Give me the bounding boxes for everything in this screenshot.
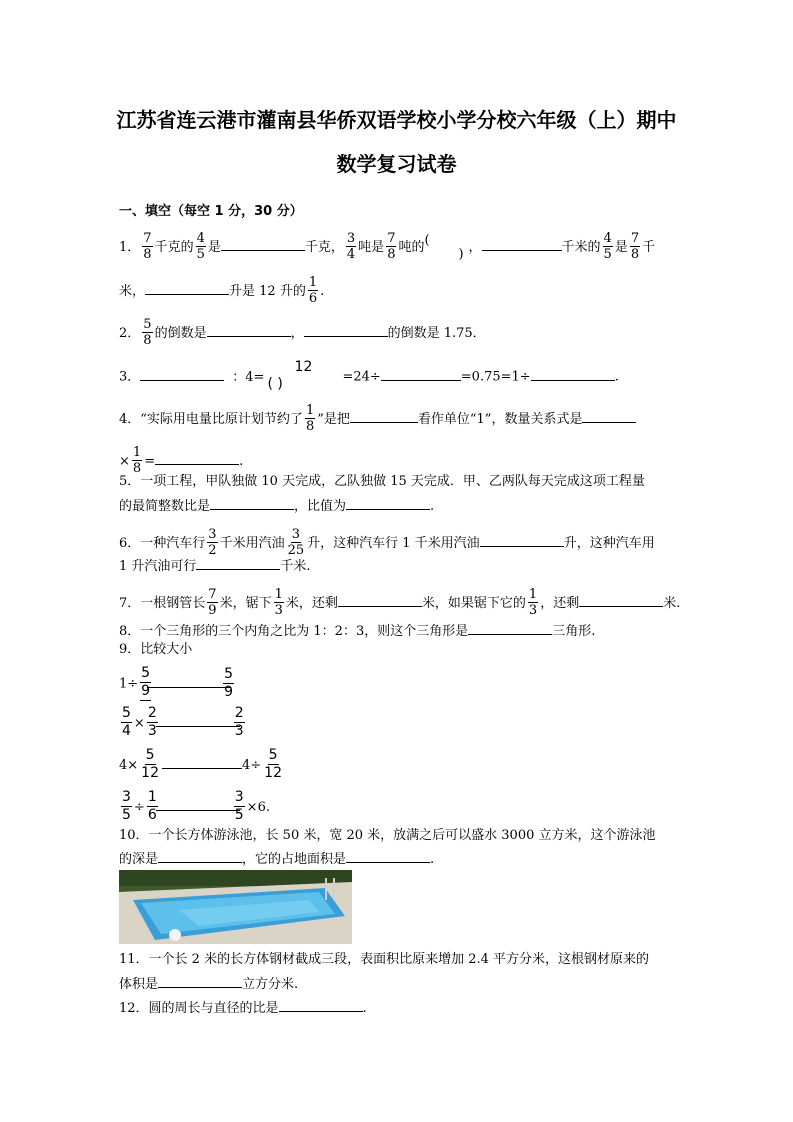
question-text: 6． <box>119 536 141 551</box>
fraction-part: ( <box>424 232 430 248</box>
fraction <box>274 587 284 618</box>
fraction-part: 9 <box>224 683 234 700</box>
question-8 <box>119 620 595 641</box>
fraction <box>223 666 234 701</box>
answer-blank[interactable] <box>156 796 240 811</box>
question-text: . <box>239 454 244 469</box>
fraction <box>132 445 142 476</box>
fraction-part: 5 <box>603 247 612 262</box>
question-text: 1． <box>119 240 141 255</box>
fraction-part: 4 <box>196 231 205 246</box>
fraction <box>266 359 340 393</box>
fraction-part: ) <box>458 246 464 262</box>
fraction-part: 1 <box>308 275 318 290</box>
fraction <box>234 705 245 740</box>
fraction-part: 8 <box>305 419 315 434</box>
fraction-part: 5 <box>196 247 205 262</box>
answer-blank[interactable] <box>158 848 242 863</box>
question-text: 3． <box>119 369 141 385</box>
question-text: 的深是 <box>119 852 159 867</box>
question-text: ， <box>290 326 304 341</box>
question-text: ”是把 <box>317 412 350 427</box>
question-2 <box>119 318 486 349</box>
question-10-line2 <box>119 848 434 869</box>
answer-blank[interactable] <box>162 754 242 769</box>
fraction-part: 1 <box>132 445 142 460</box>
question-text: 4÷ <box>242 758 262 773</box>
question-text: . <box>430 499 435 514</box>
question-text: 米， <box>119 284 146 299</box>
fraction <box>346 231 356 262</box>
fraction-part: 3 <box>528 603 538 618</box>
fraction-part: 3 <box>122 789 131 805</box>
fraction-part: 3 <box>234 723 244 739</box>
fraction-part: 2 <box>147 705 157 721</box>
question-text: 一根钢管长 <box>140 596 206 611</box>
fraction-part: ( ) <box>267 376 283 392</box>
question-1-line2 <box>119 276 324 307</box>
fraction-part: 7 <box>387 231 396 246</box>
fraction <box>287 527 306 558</box>
fraction-part: 4 <box>603 231 612 246</box>
answer-blank[interactable] <box>346 848 430 863</box>
compare-row-1 <box>119 666 236 702</box>
fraction-part: 8 <box>143 247 152 262</box>
answer-blank[interactable] <box>145 280 229 295</box>
question-10-line1: 10．一个长方体游泳池，长 50 米，宽 20 米，放满之后可以盛水 3000 立方米，这个游泳池 <box>119 828 656 843</box>
question-3 <box>119 360 619 394</box>
fraction <box>386 231 396 262</box>
question-text: . <box>362 1001 367 1016</box>
question-text: 千米的 <box>561 240 601 255</box>
doc-title-line1: 江苏省连云港市灌南县华侨双语学校小学分校六年级（上）期中 <box>116 108 677 132</box>
fraction <box>305 403 315 434</box>
question-text: 升，这种汽车用 <box>563 536 655 551</box>
answer-blank[interactable] <box>582 408 636 423</box>
section-heading: 一、填空（每空 1 分，30 分） <box>119 204 303 219</box>
question-text: 米，如果锯下它的 <box>421 596 526 611</box>
fraction-part: 1 <box>147 789 157 805</box>
doc-title-line2: 数学复习试卷 <box>336 152 457 176</box>
question-text: 升，这种汽车行 1 千米用汽油 <box>307 536 480 551</box>
answer-blank[interactable] <box>480 532 564 547</box>
question-text: 看作单位“1”，数量关系式是 <box>417 412 583 427</box>
question-text: ：4= <box>232 369 265 385</box>
question-text: 2． <box>119 326 141 341</box>
question-text: . <box>430 852 435 867</box>
question-text: 千 <box>642 240 656 255</box>
fraction-part: 12 <box>141 765 159 781</box>
question-text: 米，还剩 <box>285 596 338 611</box>
question-text: × <box>119 454 130 469</box>
answer-blank[interactable] <box>158 973 242 988</box>
question-text: 升是 12 升的 <box>229 284 306 299</box>
fraction <box>147 789 158 824</box>
fraction-part: 2 <box>234 705 244 721</box>
fraction <box>234 789 245 824</box>
question-text: 体积是 <box>119 977 159 992</box>
fraction-part: 8 <box>143 333 152 348</box>
fraction-part: 7 <box>143 231 152 246</box>
fraction-part: 5 <box>145 747 155 763</box>
fraction-part: 6 <box>308 291 318 306</box>
fraction-part: 1 <box>528 587 538 602</box>
fraction-part: 4 <box>122 723 131 739</box>
question-11-line2 <box>119 973 298 994</box>
answer-blank[interactable] <box>279 997 363 1012</box>
question-text: 米，锯下 <box>219 596 272 611</box>
fraction-part: 1 <box>274 587 283 602</box>
answer-blank[interactable] <box>196 555 280 570</box>
answer-blank[interactable] <box>210 495 294 510</box>
fraction-part: 7 <box>630 231 640 246</box>
answer-blank[interactable] <box>350 408 418 423</box>
answer-blank[interactable] <box>346 495 430 510</box>
fraction <box>528 587 538 618</box>
compare-row-3 <box>119 748 285 783</box>
question-text: 吨的 <box>398 240 425 255</box>
answer-blank[interactable] <box>207 322 291 337</box>
question-11-line1: 11．一个长 2 米的长方体钢材截成三段，表面积比原来增加 2.4 平方分米，这根钢材原来的 <box>119 952 650 967</box>
answer-blank[interactable] <box>579 592 663 607</box>
answer-blank[interactable] <box>482 236 562 251</box>
question-text: ，还剩 <box>540 596 580 611</box>
question-text: ， <box>468 240 482 255</box>
fraction <box>140 747 160 782</box>
fraction-part: 12 <box>264 765 282 781</box>
answer-blank[interactable] <box>468 620 552 635</box>
question-text: =0.75=1÷ <box>460 369 531 385</box>
question-text: 吨是 <box>358 240 385 255</box>
question-text: ，比值为 <box>294 499 347 514</box>
fraction-part: 3 <box>346 231 356 246</box>
answer-blank[interactable] <box>304 322 388 337</box>
answer-paren-fraction[interactable] <box>424 234 468 262</box>
answer-blank[interactable] <box>381 366 461 381</box>
question-1-line1 <box>119 232 655 263</box>
question-text: 一种汽车行 <box>140 536 206 551</box>
fraction-part: 8 <box>630 247 640 262</box>
fraction-part: 4 <box>346 247 356 262</box>
fraction <box>207 527 217 558</box>
question-text: ，它的占地面积是 <box>242 852 347 867</box>
fraction <box>308 275 318 306</box>
question-text: 4． <box>119 412 141 427</box>
fraction-part: 6 <box>147 807 157 823</box>
question-text: 12．圆的周长与直径的比是 <box>119 1001 279 1016</box>
fraction-part: 5 <box>122 705 131 721</box>
fraction <box>142 231 152 262</box>
fraction <box>196 231 206 262</box>
compare-row-4 <box>119 790 270 825</box>
question-4-line1 <box>119 404 636 435</box>
question-5-line1: 5．一项工程，甲队独做 10 天完成，乙队独做 15 天完成．甲、乙两队每天完成这项工程量 <box>119 474 645 489</box>
question-text: 的倒数是 1.75． <box>387 326 486 341</box>
fraction-part: 5 <box>224 665 234 682</box>
question-text: 千克的 <box>154 240 194 255</box>
fraction-part: 2 <box>208 543 217 558</box>
fraction-part: 5 <box>268 747 278 763</box>
question-text: = <box>144 454 156 469</box>
question-text: 千米用汽油 <box>219 536 285 551</box>
question-text: 千米. <box>280 559 311 574</box>
question-5-line2 <box>119 495 434 516</box>
fraction <box>630 231 640 262</box>
fraction <box>142 317 152 348</box>
question-text: =24÷ <box>342 369 381 385</box>
fraction-part: 8 <box>132 461 142 476</box>
question-9: 9．比较大小 <box>119 642 193 657</box>
fraction <box>207 587 217 618</box>
fraction-part: 5 <box>234 807 244 823</box>
question-text: “实际用电量比原计划节约了 <box>140 412 303 427</box>
question-text: ×6. <box>246 800 270 815</box>
fraction-part: 12 <box>294 359 313 375</box>
fraction <box>121 705 132 740</box>
fraction-part: 3 <box>147 723 157 739</box>
question-text: ÷ <box>133 800 145 815</box>
answer-blank[interactable] <box>147 673 231 688</box>
answer-blank[interactable] <box>221 236 305 251</box>
question-text: 8．一个三角形的三个内角之比为 1：2：3，则这个三角形是 <box>119 624 469 639</box>
answer-blank[interactable] <box>155 450 239 465</box>
fraction <box>121 789 132 824</box>
answer-blank[interactable] <box>156 712 240 727</box>
question-text: 1÷ <box>119 676 139 692</box>
question-text: 米. <box>663 596 681 611</box>
question-text: 三角形. <box>552 624 596 639</box>
question-text: 4× <box>119 758 139 773</box>
question-text: 7． <box>119 596 141 611</box>
question-text: 1 升汽油可行 <box>119 559 197 574</box>
fraction-part: 1 <box>305 403 315 418</box>
fraction <box>603 231 613 262</box>
question-text: 是 <box>207 240 221 255</box>
question-7 <box>119 588 680 619</box>
fraction-part: 5 <box>141 665 151 681</box>
question-12 <box>119 997 367 1018</box>
fraction <box>263 747 283 782</box>
fraction-part: 3 <box>291 527 300 542</box>
fraction-part: 5 <box>143 317 152 332</box>
question-text: × <box>133 716 145 731</box>
answer-blank[interactable] <box>531 366 615 381</box>
fraction-part: 9 <box>141 683 151 699</box>
fraction-part: 5 <box>122 807 131 823</box>
fraction-part: 3 <box>274 603 283 618</box>
question-text: 是 <box>614 240 628 255</box>
fraction-part: 25 <box>287 543 305 558</box>
fraction-part: 9 <box>208 603 217 618</box>
question-text: 的最简整数比是 <box>119 499 211 514</box>
fraction-part: 3 <box>234 789 244 805</box>
fraction-part: 8 <box>387 247 396 262</box>
swimming-pool-image <box>119 870 352 944</box>
fraction-part: 7 <box>208 587 217 602</box>
question-text: . <box>614 369 619 385</box>
question-text: . <box>320 284 325 299</box>
question-text: 立方分米. <box>242 977 299 992</box>
answer-blank[interactable] <box>338 592 422 607</box>
answer-blank[interactable] <box>140 366 224 381</box>
fraction-part: 3 <box>208 527 217 542</box>
compare-row-2 <box>119 706 247 741</box>
fraction <box>147 705 158 740</box>
question-text: 千克， <box>304 240 344 255</box>
question-text: 的倒数是 <box>154 326 207 341</box>
fraction <box>140 665 151 701</box>
question-6-line2 <box>119 555 311 576</box>
